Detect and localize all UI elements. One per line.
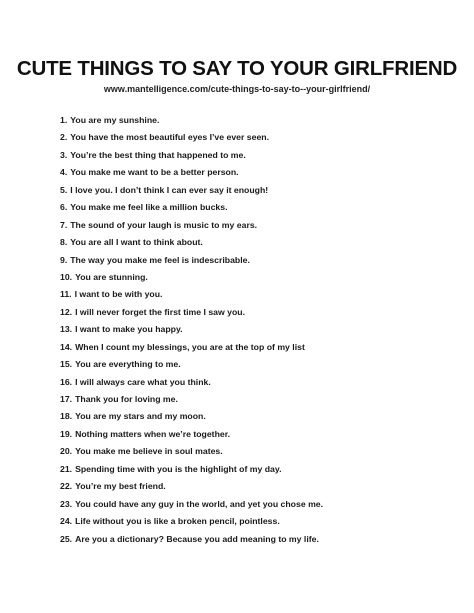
list-item-text: You make me believe in soul mates. [75,446,223,457]
list-item-number: 15. [60,359,73,370]
list-item [60,480,440,497]
numbered-list [60,114,440,550]
list-item-text: I want to make you happy. [75,324,183,335]
list-item [60,533,440,550]
list-item-number: 20. [60,446,73,457]
list-item-number: 25. [60,533,73,544]
list-item [60,445,440,462]
list-item-text: Nothing matters when we’re together. [75,428,231,439]
list-item-number: 17. [60,394,73,404]
list-item-text: You have the most beautiful eyes I’ve ever seen. [70,132,270,143]
list-item-number: 22. [60,481,73,492]
list-item-text: You make me feel like a million bucks. [70,202,228,213]
list-item-text: You are my stars and my moon. [75,411,206,422]
list-item-number: 5. [60,184,68,195]
list-item-number: 12. [60,306,73,317]
list-item [60,341,440,358]
list-item-text: You are my sunshine. [70,115,160,125]
list-item [60,410,440,427]
list-item-number: 16. [60,376,73,387]
list-item-number: 1. [60,115,68,125]
list-item-number: 10. [60,271,73,282]
list-item-number: 2. [60,132,68,143]
list-item [60,428,440,445]
list-item [60,166,440,183]
list-item [60,306,440,323]
list-item-number: 23. [60,498,73,509]
list-item-text: Life without you is like a broken pencil, pointless. [75,516,280,527]
list-item [60,254,440,271]
list-item-number: 4. [60,167,68,178]
list-item-text: You are all I want to think about. [70,237,203,248]
list-item [60,114,440,131]
list-item [60,323,440,340]
list-item-number: 6. [60,202,68,213]
list-item-number: 11. [60,289,72,300]
list-item-number: 8. [60,237,68,248]
list-item [60,149,440,166]
list-item [60,201,440,218]
list-item-text: You make me want to be a better person. [70,167,239,178]
list-item-number: 9. [60,254,68,265]
list-item-number: 21. [60,463,73,474]
list-item [60,515,440,532]
list-item-number: 18. [60,411,73,422]
list-item-text: The way you make me feel is indescribable. [70,254,250,265]
list-item-text: Spending time with you is the highlight of my day. [75,463,282,474]
list-item-text: Are you a dictionary? Because you add meaning to my life. [75,533,319,544]
list-item [60,498,440,515]
list-item-number: 7. [60,219,68,230]
list-item-text: You’re my best friend. [75,481,166,492]
list-item [60,184,440,201]
list-item-number: 14. [60,341,73,352]
list-item-text: I will always care what you think. [75,376,211,387]
list-item-text: You’re the best thing that happened to me. [70,149,246,160]
list-item [60,376,440,393]
list-item-number: 13. [60,324,73,335]
list-item-number: 3. [60,149,68,160]
list-item [60,358,440,375]
list-item-text: You could have any guy in the world, and yet you chose me. [75,498,324,509]
source-url: www.mantelligence.com/cute-things-to-say-to--your-girlfriend/ [103,84,371,94]
list-item-text: I want to be with you. [74,289,163,300]
list-item-text: When I count my blessings, you are at the top of my list [75,341,305,352]
list-item-text: You are everything to me. [75,359,181,370]
list-item-text: The sound of your laugh is music to my ears. [70,219,258,230]
page-title: CUTE THINGS TO SAY TO YOUR GIRLFRIEND [16,57,458,80]
list-item [60,463,440,480]
list-item-number: 24. [60,516,73,527]
list-item-text: I love you. I don’t think I can ever say it enough! [70,184,269,195]
list-item-text: You are stunning. [75,271,148,282]
list-item [60,393,440,410]
list-item-text: Thank you for loving me. [75,394,178,404]
list-item [60,131,440,148]
list-item [60,236,440,253]
list-item-text: I will never forget the first time I saw you. [75,306,246,317]
list-item [60,219,440,236]
list-item [60,288,440,305]
list-item [60,271,440,288]
list-item-number: 19. [60,428,73,439]
